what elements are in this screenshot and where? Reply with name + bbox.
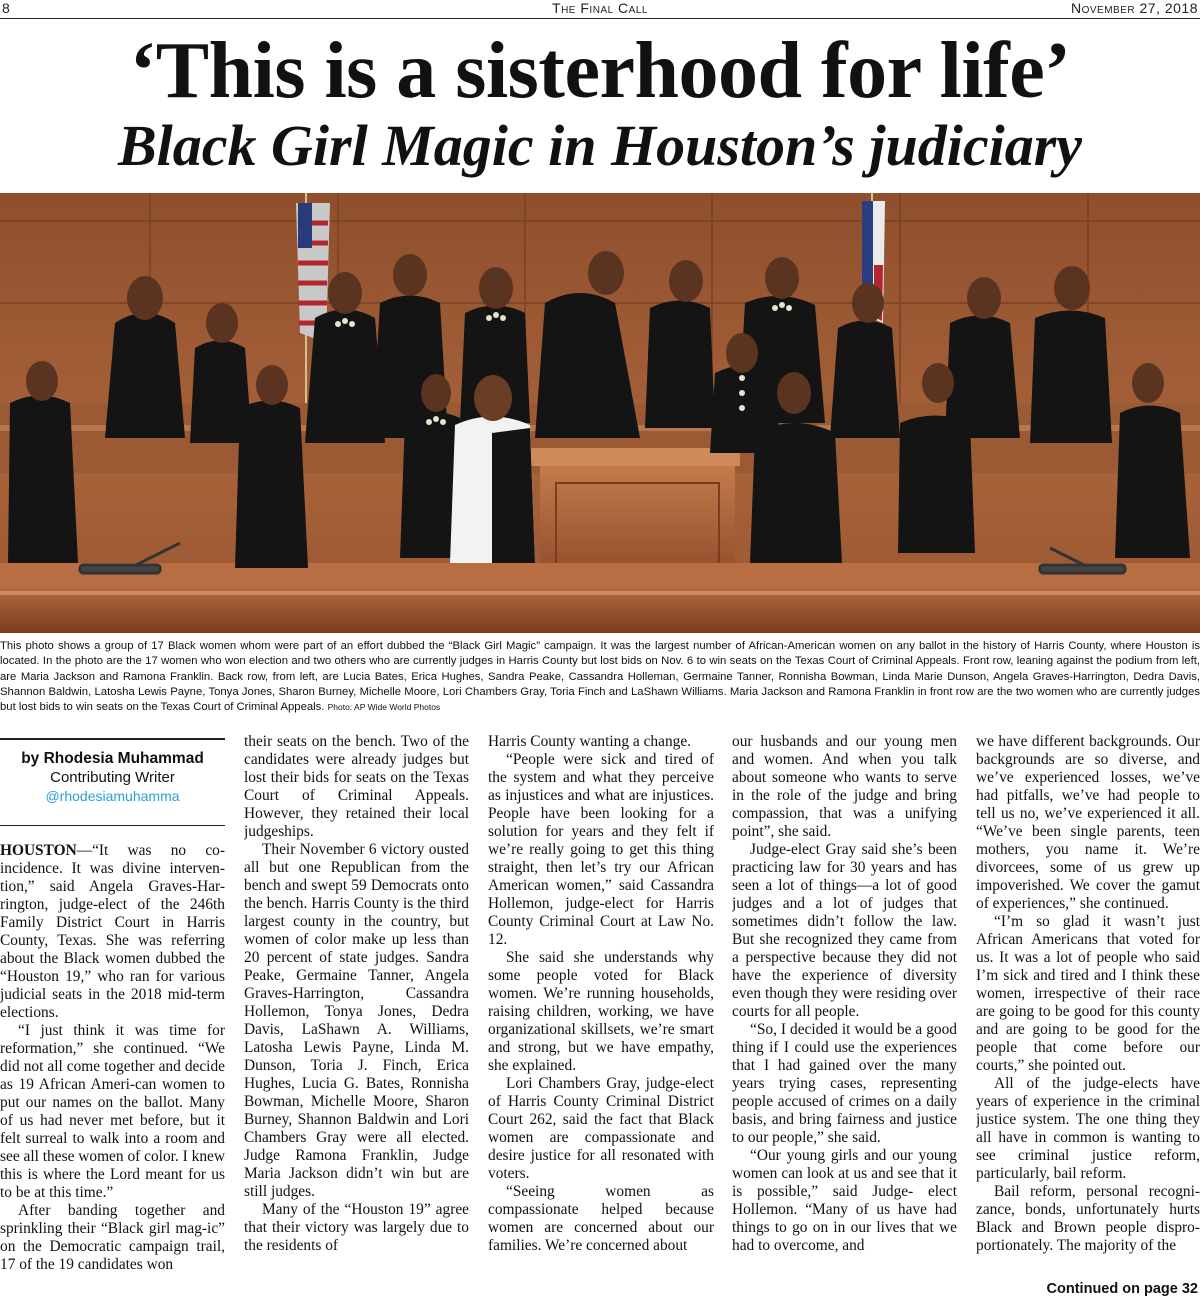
article-paragraph: “Our young girls and our young women can look at us and see that it is possible,” said Judge- elect Hollemon. “Many of us have had things to go on in our lives that we had to overcome, and: [732, 1147, 957, 1254]
article-paragraph: Judge-elect Gray said she’s been practicing law for 30 years and has seen a lot of things—a lot of good judges and a lot of judges that sometimes didn’t follow the law. But she recognized they came from a perspective because they did not have the experience of diversity even though they were residing over courts for all people.: [732, 841, 957, 1020]
headline: ‘This is a sisterhood for life’: [129, 27, 1071, 115]
article-column-4: [732, 733, 957, 1298]
article-paragraph: “I just think it was time for reformation,” she continued. “We did not all come together and decide as 19 African Ameri-can women to put our names on the ballot. Many of us had never met before, but it felt surreal to walk into a room and see all these women of color. I knew this is where the Lord meant for us to be at this time.”: [0, 1022, 225, 1201]
paragraph-text: —“It was no co-incidence. It was divine interven-tion,” said Angela Graves-Har-rington, judge-elect of the 246th Family District Court in Harris County, Texas. She was referring about the Black women dubbed the “Houston 19,” who ran for various judicial seats in the 2018 mid-term elections.: [0, 842, 225, 1021]
article-paragraph: After banding together and sprinkling their “Black girl mag-ic” on the Democratic campaign trail, 17 of the 19 candidates won: [0, 1202, 225, 1273]
photo-credit: Photo: AP Wide World Photos: [327, 702, 441, 713]
article-paragraph: “People were sick and tired of the system and what they perceive as injustices and what are injustices. People have been looking for a solution for years and they felt if we’re really going to get this thing straight, then let’s try our African American women,” said Cassandra Hollemon, judge-elect for Harris County Criminal Court at Law No. 12.: [488, 751, 714, 948]
article-paragraph: our husbands and our young men and women. And when you talk about someone who wants to serve in the role of the judge and bring compassion, that was a unifying point”, she said.: [732, 733, 957, 840]
subheadline: Black Girl Magic in Houston’s judiciary: [117, 113, 1083, 178]
article-paragraph: Harris County wanting a change.: [488, 733, 692, 750]
courtroom-photo-illustration: [0, 193, 1200, 633]
caption-text: This photo shows a group of 17 Black women whom were part of an effort dubbed the “Black Girl Magic” campaign. It was the largest number of African-American women on any ballot in the history of Harris County, where Houston is located. In the photo are the 17 women who won election and two others who are currently judges in Harris County but lost bids on Nov. 6 to win seats on the Texas Court of Criminal Appeals. Front row, leaning against the podium from left, are Maria Jackson and Ramona Franklin. Back row, from left, are Lucia Bates, Erica Hughes, Sandra Peake, Cassandra Holleman, Germaine Tanner, Ronnisha Bowman, Linda Marie Dunson, Angela Graves-Harrington, Dedra Davis, Shannon Baldwin, Latosha Lewis Payne, Tonya Jones, Sharon Burney, Michelle Moore, Lori Chambers Gray, Toria Finch and LaShawn Williams. Maria Jackson and Ramona Franklin in front row are the two women who are currently judges but lost bids to win seats on the Texas Court of Criminal Appeals.: [0, 640, 1200, 714]
group-photo: [0, 193, 1200, 633]
continued-on-link[interactable]: Continued on page 32: [1046, 1281, 1198, 1297]
masthead: [0, 0, 1200, 19]
page-number: 8: [2, 0, 10, 16]
article-column-1: [0, 842, 225, 1298]
author-social-handle[interactable]: @rhodesiamuhamma: [45, 788, 180, 804]
article-column-3: [488, 733, 714, 1298]
article-paragraph: their seats on the bench. Two of the candidates were already judges but lost their bids for seats on the Texas Court of Criminal Appeals. However, they retained their local judgeships.: [244, 733, 469, 840]
photo-caption: [0, 639, 1200, 715]
article-paragraph: She said she understands why some people voted for Black women. We’re running households, raising children, working, we have organizational skillsets, we’re smart and strong, but we have empathy, she explained.: [488, 949, 714, 1074]
article-paragraph: All of the judge-elects have years of experience in the criminal justice system. The one thing they all have in common is wanting to see criminal justice reform, particularly, bail reform.: [976, 1075, 1200, 1182]
article-column-2: [244, 733, 469, 1298]
article-paragraph: [0, 842, 225, 1022]
author-name: by Rhodesia Muhammad: [21, 750, 204, 767]
author-title: Contributing Writer: [50, 769, 175, 786]
dateline: HOUSTON: [0, 842, 77, 859]
article-paragraph: Their November 6 victory ousted all but one Republican from the bench and swept 59 Democrats onto the bench. Harris County is the third largest county in the country, but women of color make up less than 20 percent of state judges. Sandra Peake, Germaine Tanner, Angela Graves-Harrington, Cassandra Hollemon, Tonya Jones, Dedra Davis, LaShawn A. Williams, Latosha Lewis Payne, Linda M. Dunson, Toria J. Finch, Erica Hughes, Lucia G. Bates, Ronnisha Bowman, Michelle Moore, Sharon Burney, Shannon Baldwin and Lori Chambers Gray were all elected. Judge Ramona Franklin, Judge Maria Jackson didn’t win but are still judges.: [244, 841, 469, 1200]
paper-name: The Final Call: [552, 0, 648, 16]
article-paragraph: Bail reform, personal recogni-zance, bonds, unfortunately hurts Black and Brown people dispro-portionately. The majority of the: [976, 1183, 1200, 1254]
article-paragraph: Lori Chambers Gray, judge-elect of Harris County Criminal District Court 262, said the fact that Black women are compassionate and desire justice for all resonated with voters.: [488, 1075, 714, 1182]
article-paragraph: “So, I decided it would be a good thing if I could use the experiences that I had gained over the many years trying cases, representing people accused of crimes on a daily basis, and bring fairness and justice to our people,” she said.: [732, 1021, 957, 1146]
article-column-5: [976, 733, 1200, 1278]
article-paragraph: “I’m so glad it wasn’t just African Americans that voted for us. It was a lot of people who said I’m sick and tired and I think these women, irrespective of their race are going to be good for this county and are going to be good for the people that come before our courts,” she pointed out.: [976, 913, 1200, 1074]
article-paragraph: we have different backgrounds. Our backgrounds are so diverse, and we’ve experienced losses, we’ve had pitfalls, we’ve had people to tell us no, we’ve experienced it all. “We’ve been single parents, teen mothers, you name it. We’re divorcees, some of us grew up impoverished. We cover the gamut of experiences,” she continued.: [976, 733, 1200, 912]
byline: [0, 738, 225, 826]
article-paragraph: Many of the “Houston 19” agree that their victory was largely due to the residents of: [244, 1201, 469, 1254]
issue-date: November 27, 2018: [1070, 0, 1198, 16]
article-paragraph: “Seeing women as compassionate helped because women are concerned about our families. We’re concerned about: [488, 1183, 714, 1254]
